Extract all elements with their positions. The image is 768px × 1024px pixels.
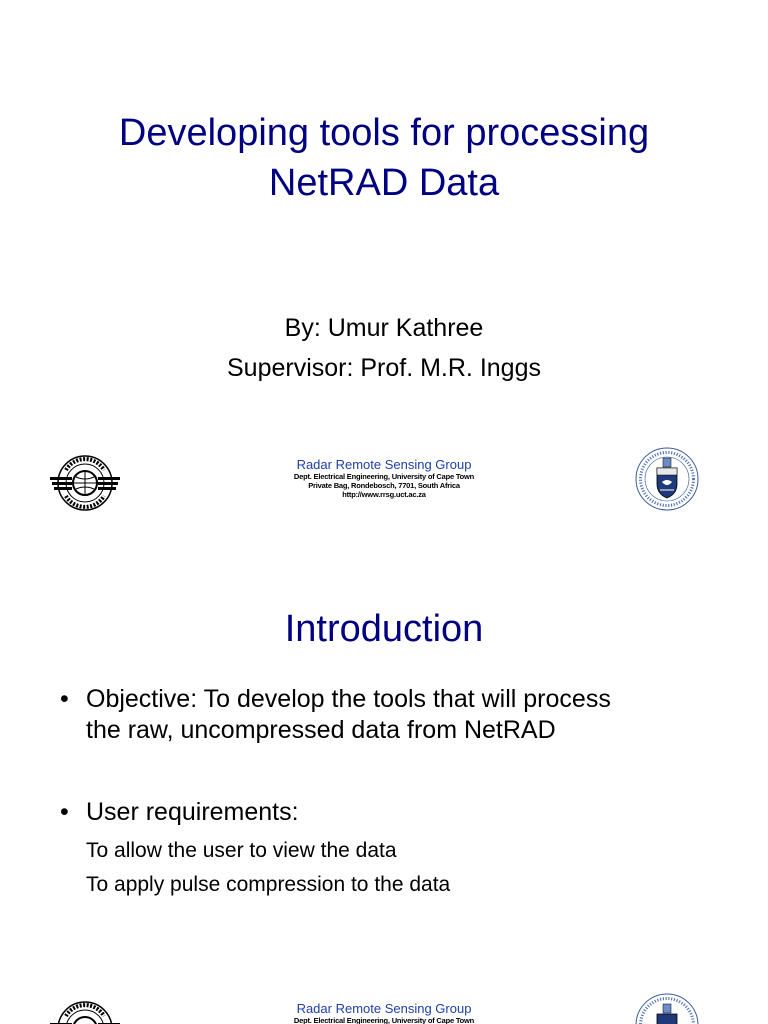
author-line: By: Umur Kathree [284, 314, 484, 342]
bullet-symbol: • [60, 685, 69, 713]
url-line: http://www.rrsg.uct.ac.za [342, 490, 426, 499]
slide-title-line-1: Developing tools for processing [118, 112, 650, 154]
bullet-item-requirements [60, 797, 740, 828]
introduction-slide [0, 512, 768, 1024]
bullet-text-line-2: the raw, uncompressed data from NetRAD [86, 716, 556, 744]
dept-line: Dept. Electrical Engineering, University of Cape Town [293, 1016, 475, 1024]
slide-title-line-2: NetRAD Data [268, 162, 500, 204]
supervisor-line: Supervisor: Prof. M.R. Inggs [226, 354, 541, 382]
sub-item-view: To allow the user to view the data [86, 839, 397, 862]
slide-footer [0, 440, 768, 512]
dept-line: Dept. Electrical Engineering, University of Cape Town [293, 472, 475, 481]
bullet-text-line-1: User requirements: [86, 798, 299, 826]
bullet-list [60, 684, 740, 746]
group-name: Radar Remote Sensing Group [296, 457, 472, 472]
address-line: Private Bag, Rondebosch, 7701, South Africa [308, 481, 460, 490]
slide-title [0, 108, 768, 208]
uct-crest-logo-icon [634, 990, 700, 1024]
sub-item-compression: To apply pulse compression to the data [86, 873, 451, 896]
uct-crest-logo-icon [634, 444, 700, 512]
group-name: Radar Remote Sensing Group [296, 1001, 472, 1016]
bullet-list-2 [60, 797, 740, 902]
bullet-item-objective [60, 684, 740, 746]
slide-footer [0, 990, 768, 1024]
bullet-symbol: • [60, 798, 69, 826]
bullet-text-line-1: Objective: To develop the tools that will process [86, 685, 611, 713]
slide-title: Introduction [284, 608, 484, 650]
